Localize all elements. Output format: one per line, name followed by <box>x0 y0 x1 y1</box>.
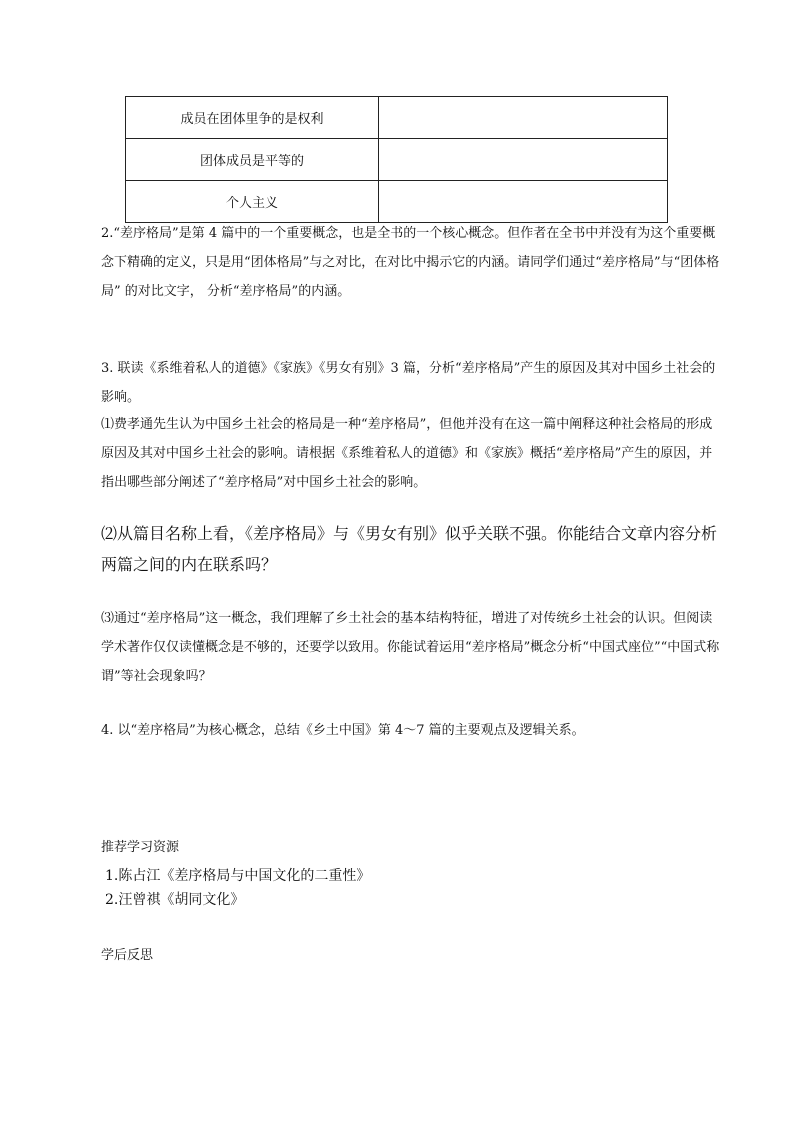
table-cell-answer[interactable] <box>379 97 668 139</box>
resources-heading: 推荐学习资源 <box>101 840 180 855</box>
question-3-2: ⑵从篇目名称上看，《差序格局》与《男女有别》似乎关联不强。你能结合文章内容分析两篇之间的内在联系吗？ <box>101 524 718 574</box>
question-3: 3. 联读《系维着私人的道德》《家族》《男女有别》3 篇，分析“差序格局”产生的原因及其对中国乡土社会的影响。 <box>101 361 716 405</box>
table-cell-answer[interactable] <box>379 181 668 223</box>
table-cell: 成员在团体里争的是权利 <box>126 97 379 139</box>
question-3-3: ⑶通过“差序格局”这一概念，我们理解了乡土社会的基本结构特征，增进了对传统乡土社会的认识。但阅读学术著作仅仅读懂概念是不够的，还要学以致用。你能试着运用“差序格局”概念分析“中国式座位”“中国式称谓”等社会现象吗？ <box>101 611 720 684</box>
table-row <box>126 97 668 139</box>
table-cell-answer[interactable] <box>379 139 668 181</box>
resource-item: 1.陈占江《差序格局与中国文化的二重性》 <box>105 868 371 884</box>
table-row <box>126 181 668 223</box>
reflection-heading: 学后反思 <box>101 948 154 963</box>
resource-item: 2.汪曾祺《胡同文化》 <box>105 892 245 908</box>
comparison-table <box>125 96 668 223</box>
question-3-1: ⑴费孝通先生认为中国乡土社会的格局是一种“差序格局”，但他并没有在这一篇中阐释这种社会格局的形成原因及其对中国乡土社会的影响。请根据《系维着私人的道德》和《家族》概括“差序格局”产生的原因，并指出哪些部分阐述了“差序格局”对中国乡土社会的影响。 <box>101 417 713 490</box>
table-row <box>126 139 668 181</box>
table-cell: 团体成员是平等的 <box>126 139 379 181</box>
question-2: 2.“差序格局”是第 4 篇中的一个重要概念，也是全书的一个核心概念。但作者在全书中并没有为这个重要概念下精确的定义，只是用“团体格局”与之对比，在对比中揭示它的内涵。请同学们通过“差序格局”与“团体格局” 的对比文字， 分析“差序格局”的内涵。 <box>101 226 720 299</box>
question-4: 4. 以“差序格局”为核心概念，总结《乡土中国》第 4～7 篇的主要观点及逻辑关系。 <box>101 723 585 738</box>
table-cell: 个人主义 <box>126 181 379 223</box>
